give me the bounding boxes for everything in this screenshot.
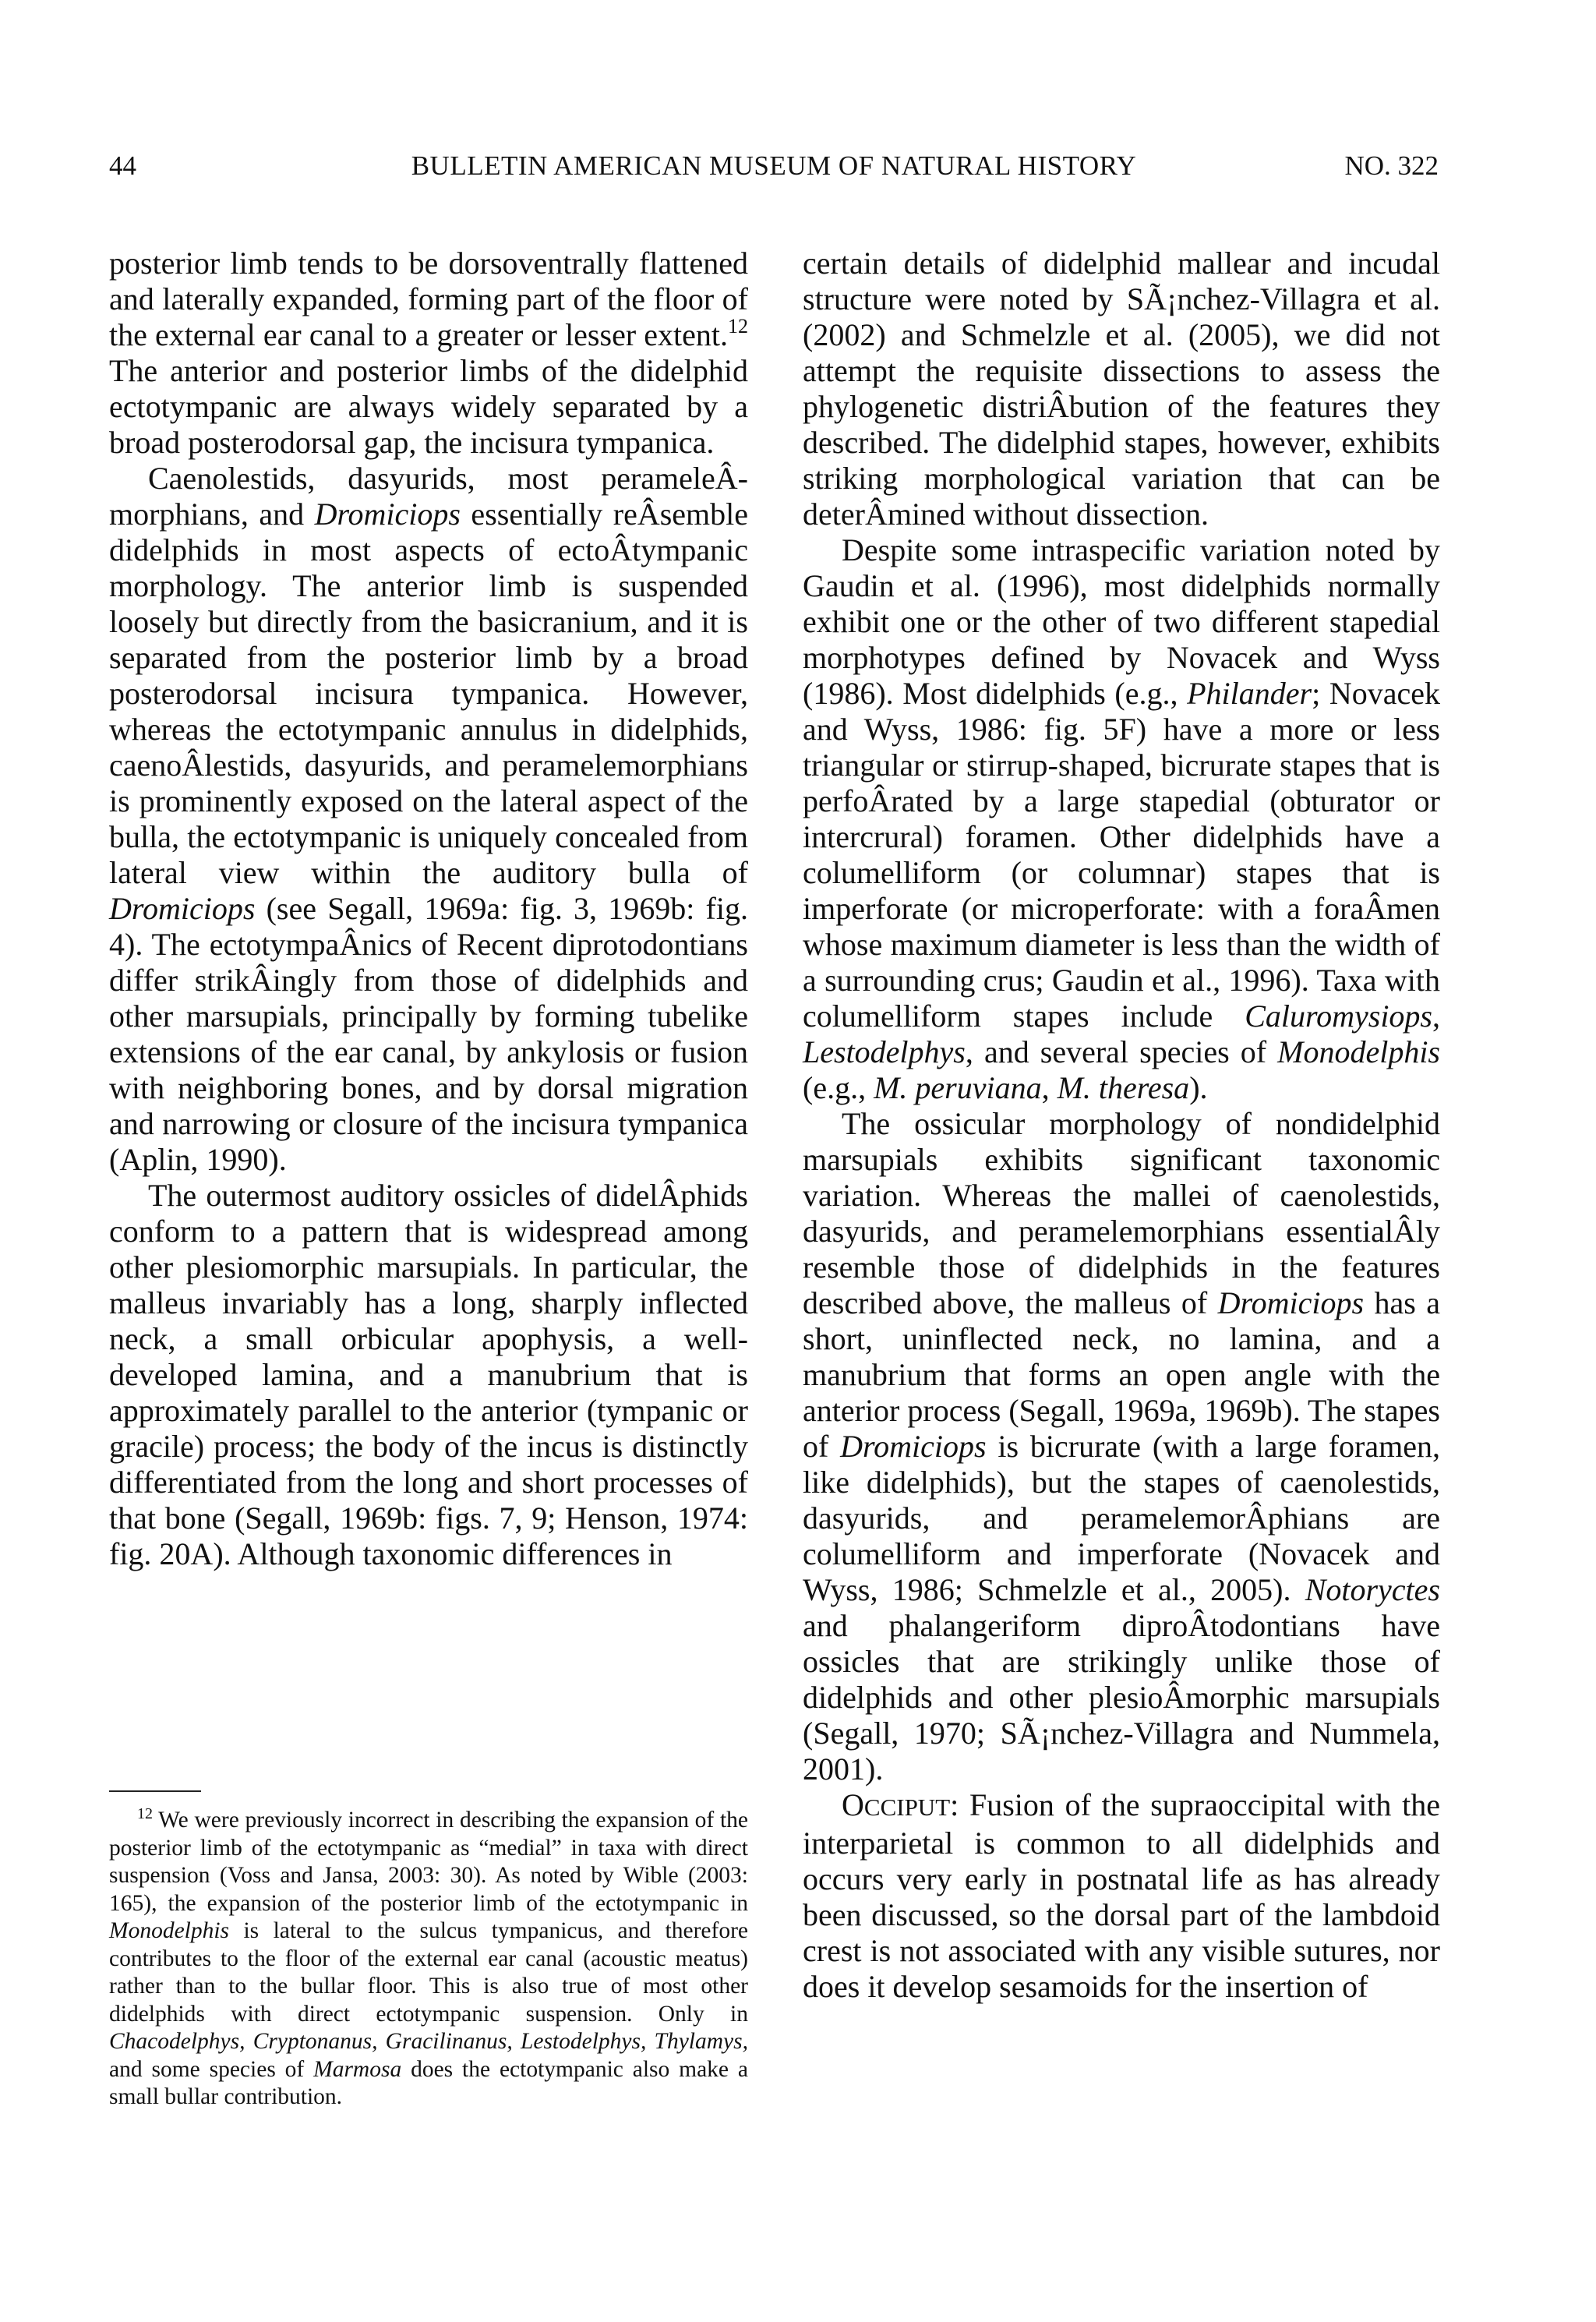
paragraph: The outermost auditory ossicles of didelÂphids conform to a pattern that is widespread among other plesiomorphic marsupials. In particular, the malleus invariably has a long, sharply inflected neck, a small orbicular apophysis, a well-developed lamina, and a manubrium that is approximately parallel to the anterior (tympanic or gracile) process; the body of the incus is distinctly differentiated from the long and short processes of that bone (Segall, 1969b: figs. 7, 9; Henson, 1974: fig. 20A). Although taxonomic differences in [109,1178,748,1571]
footnote-reference: 12 [728,315,748,338]
taxon-names: Chacodelphys, Cryptonanus, Gracilinanus, Lestodelphys, Thylamys, [109,2029,748,2054]
taxon-name: Dromiciops [314,497,461,532]
text-run: , [1041,1070,1058,1105]
text-run: We were previously incorrect in describing the expansion of the posterior limb of the ectotympanic as “medial” in taxa with direct suspension (Voss and Jansa, 2003: 30). As noted by Wible (2003: 165), the expansion of the posterior limb of the ectotympanic in [109,1808,748,1916]
text-run: , and several species of [965,1034,1278,1069]
text-run: The ossicular morphology of nondidelphid marsupials exhibits significant taxonomic variation. Whereas the mallei of caenolestids, dasyurids, and peramelemorphians essentialÂly resemble those of didelphids in the features described above, the malleus of [803,1106,1440,1320]
taxon-name: Lestodelphys [803,1034,966,1069]
text-run: posterior limb tends to be dorsoventrally flattened and laterally expanded, forming part of the floor of the external ear canal to a greater or lesser extent. [109,246,748,352]
text-run: , [1432,998,1440,1034]
footnote-rule [109,1790,201,1792]
text-run: essentially reÂsemble didelphids in most aspects of ectoÂtympanic morphology. The anterior limb is suspended loosely but directly from the basicranium, and it is separated from the posterior limb by a broad posterodorsal incisura tympanica. However, whereas the ectotympanic annulus in didelphids, caenoÂlestids, dasyurids, and peramelemorphians is prominently exposed on the lateral aspect of the bulla, the ectotympanic is uniquely concealed from lateral view within the auditory bulla of [109,497,749,890]
taxon-name: Philander [1187,676,1312,711]
text-run: ; Novacek and Wyss, 1986: fig. 5F) have a more or less triangular or stirrup-shaped, bicrurate stapes that is perfoÂrated by a large stapedial (obturator or intercrural) foramen. Other didelphids have a columelliform (or columnar) stapes that is imperforate (or microperforate: with a foraÂmen whose maximum diameter is less than the width of a surrounding crus; Gaudin et al., 1996). Taxa with columelliform stapes include [803,676,1440,1034]
footnote-marker: 12 [137,1805,153,1822]
text-run: and phalangeriform diproÂtodontians have ossicles that are strikingly unlike those of didelphids and other plesioÂmorphic marsupials (Segall, 1970; SÃ¡nchez-Villagra and Nummela, 2001). [803,1608,1440,1787]
text-run: The anterior and posterior limbs of the didelphid ectotympanic are always widely separated by a broad posterodorsal gap, the incisura tympanica. [109,353,748,460]
taxon-name: Caluromysiops [1245,998,1432,1034]
journal-title: BULLETIN AMERICAN MUSEUM OF NATURAL HISTORY [411,150,1137,181]
issue-number: NO. 322 [1344,150,1439,181]
taxon-name: Monodelphis [109,1918,230,1943]
footnote-text [109,1807,748,2112]
footnote [109,1807,748,2112]
taxon-name: M. theresa [1057,1070,1190,1105]
taxon-name: Notoryctes [1305,1572,1440,1607]
text-run: Fusion of the supraoccipital with the interparietal is common to all didelphids and occurs very early in postnatal life as has already been discussed, so the dorsal part of the lambdoid crest is not associated with any visible sutures, nor does it develop sesamoids for the insertion of [803,1787,1440,2004]
text-run: ). [1189,1070,1208,1105]
paragraph [803,532,1440,1106]
text-run: does the ectotympanic also make a small bullar contribution. [109,2056,748,2109]
paragraph [109,246,748,461]
taxon-name: Monodelphis [1277,1034,1440,1069]
section-heading: CCIPUT [863,1794,951,1821]
left-column [109,246,748,1572]
text-run: and some species of [109,2056,314,2082]
text-run: Caenolestids, dasyurids, most perameleÂmorphians, and [109,461,748,532]
right-column [803,246,1440,2005]
paragraph [109,461,748,1178]
text-run: has a short, uninflected neck, no lamina, and a manubrium that forms an open angle with the anterior process (Segall, 1969a, 1969b). The stapes of [803,1285,1441,1464]
paragraph: certain details of didelphid mallear and incudal structure were noted by SÃ¡nchez-Villagra et al. (2002) and Schmelzle et al. (2005), we did not attempt the requisite dissections to assess the phylogenetic distriÂbution of the features they described. The didelphid stapes, however, exhibits striking morphological variation that can be deterÂmined without dissection. [803,246,1440,532]
text-run: : [950,1787,959,1822]
section-heading-initial: O [842,1787,864,1822]
text-run: is bicrurate (with a large foramen, like didelphids), but the stapes of caenolestids, dasyurids, and peramelemorÂphians are columelliform and imperforate (Novacek and Wyss, 1986; Schmelzle et al., 2005). [803,1429,1440,1607]
taxon-name: M. peruviana [874,1070,1042,1105]
taxon-name: Dromiciops [840,1429,987,1464]
text-run: (see Segall, 1969a: fig. 3, 1969b: fig. 4). The ectotympaÂnics of Recent diprotodontians differ strikÂingly from those of didelphids and other marsupials, principally by forming tubelike extensions of the ear canal, by ankylosis or fusion with neighboring bones, and by dorsal migration and narrowing or closure of the incisura tympanica (Aplin, 1990). [109,891,748,1177]
text-run: Despite some intraspecific variation noted by Gaudin et al. (1996), most didelphids normally exhibit one or the other of two different stapedial morphotypes defined by Novacek and Wyss (1986). Most didelphids (e.g., [803,532,1440,711]
paragraph [803,1787,1440,2005]
text-run: (e.g., [803,1070,874,1105]
text-run: is lateral to the sulcus tympanicus, and therefore contributes to the floor of the external ear canal (acoustic meatus) rather than to the bullar floor. This is also true of most other didelphids with direct ectotympanic suspension. Only in [109,1918,748,2027]
running-header [109,147,1439,186]
page-number: 44 [109,150,136,181]
taxon-name: Marmosa [313,2056,402,2082]
taxon-name: Dromiciops [1217,1285,1365,1320]
taxon-name: Dromiciops [109,891,256,926]
paragraph [803,1106,1440,1787]
